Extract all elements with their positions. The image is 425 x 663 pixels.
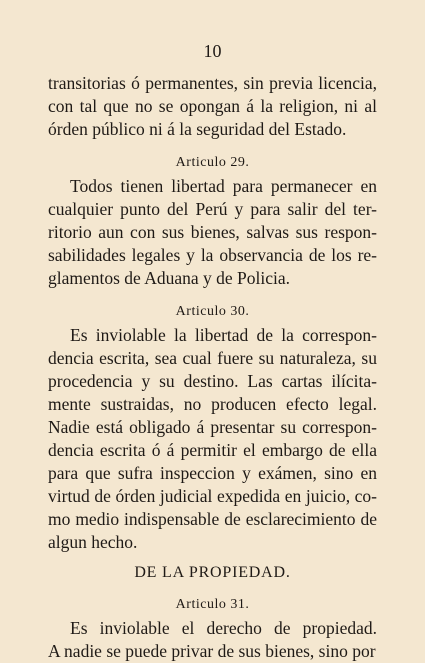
text-line: procedencia y su destino. Las cartas ilícita-: [48, 371, 377, 391]
text-line: Es inviolable la libertad de la correspon-: [70, 325, 377, 345]
text-line: algun hecho.: [48, 532, 138, 552]
text-line: dencia escrita, sea cual fuere su naturaleza, su: [48, 348, 377, 368]
article-heading: Articulo 29.: [175, 155, 250, 170]
text-line: ritorio aun con sus bienes, salvas sus respon-: [48, 222, 377, 242]
opening-paragraph: [48, 72, 377, 141]
text-line: A nadie se puede privar de sus bienes, sino por: [48, 641, 376, 661]
page-number: 10: [203, 41, 222, 61]
article-heading: Articulo 31.: [175, 597, 250, 612]
text-line: órden público ni á la seguridad del Estado.: [48, 119, 347, 139]
section-title: DE LA PROPIEDAD.: [134, 564, 291, 581]
text-line: mente sustraidas, no producen efecto legal.: [48, 394, 377, 414]
text-line: Nadie está obligado á presentar su correspon-: [48, 417, 377, 437]
text-line: virtud de órden judicial expedida en juicio, co-: [48, 486, 377, 506]
article-31-paragraph: [48, 617, 377, 663]
article-heading: Articulo 30.: [175, 304, 250, 319]
text-line: cualquier punto del Perú y para salir del ter-: [48, 199, 377, 219]
text-line: mo medio indispensable de esclarecimiento de: [48, 509, 377, 529]
text-line: dencia escrita ó á permitir el embargo de ella: [48, 440, 377, 460]
text-line: sabilidades legales y la observancia de los re-: [48, 245, 377, 265]
article-29-paragraph: [48, 175, 377, 290]
text-line: con tal que no se opongan á la religion, ni al: [48, 96, 377, 116]
text-line: Todos tienen libertad para permanecer en: [70, 176, 377, 196]
text-line: para que sufra inspeccion y exámen, sino en: [48, 463, 377, 483]
article-30-paragraph: [48, 324, 377, 554]
text-line: transitorias ó permanentes, sin previa licencia,: [48, 73, 377, 93]
text-line: glamentos de Aduana y de Policia.: [48, 268, 291, 288]
text-line: Es inviolable el derecho de propiedad.: [70, 618, 377, 638]
